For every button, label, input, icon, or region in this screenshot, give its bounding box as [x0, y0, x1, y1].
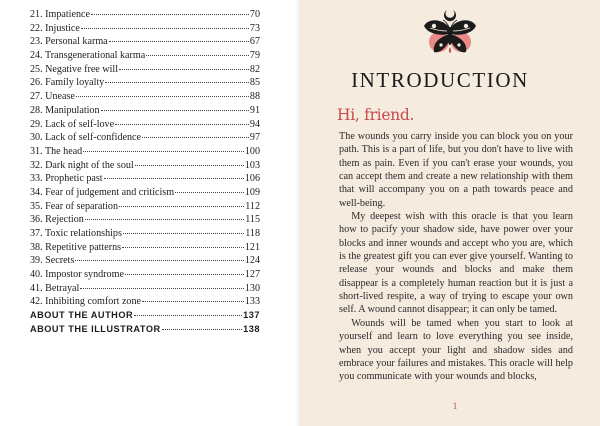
paragraph: The wounds you carry inside you can block you on your path. This is a part of life, but you don't have to live with them as pain. Even if you can't erase your wounds, you can accept them and create a new relationship with them that will accompany you on a path towards peace and well-being.	[339, 131, 573, 209]
toc-entry-page: 109	[244, 186, 260, 198]
toc-entry-title: 41. Betrayal	[30, 282, 80, 294]
toc-entry-page: 121	[244, 241, 260, 253]
dot-leader	[115, 124, 249, 125]
toc-entry-page: 138	[243, 323, 260, 334]
toc-entry-page: 94	[249, 118, 260, 130]
dot-leader	[81, 28, 249, 29]
page-title: INTRODUCTION	[351, 68, 529, 92]
toc-entry	[30, 145, 260, 159]
page-number: 1	[452, 402, 458, 412]
toc-entry-title: 40. Impostor syndrome	[30, 269, 124, 281]
toc-entry-page: 112	[245, 200, 260, 212]
toc-entry-title: 35. Fear of separation	[30, 200, 119, 212]
toc-entry	[30, 172, 260, 186]
dot-leader	[104, 178, 244, 179]
dot-leader	[109, 41, 249, 42]
toc-entry-page: 137	[243, 310, 260, 321]
toc-entry-title: 23. Personal karma	[30, 36, 108, 48]
dot-leader	[134, 315, 242, 316]
toc-back-matter	[30, 309, 260, 336]
dot-leader	[91, 14, 249, 15]
toc-entry-page: 97	[249, 132, 260, 144]
toc-entry-page: 127	[244, 269, 260, 281]
toc-entry-title: 26. Family loyalty	[30, 77, 105, 89]
toc-entry-title: 24. Transgenerational karma	[30, 50, 146, 62]
dot-leader	[175, 192, 244, 193]
toc-entry-page: 73	[249, 22, 260, 34]
toc-entry-page: 133	[244, 296, 260, 308]
toc-entry-page: 85	[249, 77, 260, 89]
toc-entry	[30, 159, 260, 173]
toc-entry	[30, 282, 260, 296]
toc-entry-page: 82	[249, 63, 260, 75]
paragraph: My deepest wish with this oracle is that you learn how to pacify your shadow side, have power over your blocks and inner wounds and accept who you are, which is the greatest gift you can ever give yourself. Wanting to release your wounds and blocks and make them disappear is a completely human reaction but it is just a short-lived respite, a way of trying to escape your own self. A wound cannot disappear; it can only be tamed.	[339, 211, 573, 316]
toc-entry	[30, 295, 260, 309]
dot-leader	[162, 329, 243, 330]
dot-leader	[105, 82, 249, 83]
toc-entry-page: 130	[244, 282, 260, 294]
toc-entry-page: 88	[249, 91, 260, 103]
toc-entry	[30, 104, 260, 118]
toc-entry	[30, 76, 260, 90]
dot-leader	[125, 274, 244, 275]
toc-entry-title: 32. Dark night of the soul	[30, 159, 134, 171]
toc-entry-title: 31. The head	[30, 145, 83, 157]
toc-entry-page: 124	[244, 255, 260, 267]
toc-entry-page: 115	[245, 214, 260, 226]
introduction-body	[339, 130, 573, 384]
toc-entry-title: 21. Impatience	[30, 9, 90, 20]
toc-entry	[30, 186, 260, 200]
dot-leader	[101, 110, 249, 111]
toc-entry	[30, 131, 260, 145]
moth-with-moon-icon	[420, 6, 480, 66]
toc-entry-title: 22. Injustice	[30, 22, 80, 34]
toc-entry-title: 39. Secrets	[30, 255, 75, 267]
toc-entry	[30, 309, 260, 323]
toc-entry	[30, 323, 260, 337]
dot-leader	[119, 206, 244, 207]
toc-entry-title: ABOUT THE AUTHOR	[30, 310, 134, 321]
dot-leader	[76, 96, 249, 97]
toc-entry	[30, 35, 260, 49]
toc-entry	[30, 241, 260, 255]
toc-entry	[30, 22, 260, 36]
dot-leader	[142, 301, 244, 302]
dot-leader	[119, 69, 249, 70]
dot-leader	[75, 260, 244, 261]
toc-entry-page: 91	[249, 104, 260, 116]
toc-entry	[30, 213, 260, 227]
toc-entry	[30, 63, 260, 77]
paragraph: Wounds will be tamed when you start to look at yourself and learn to love everything you see inside, when you accept your light and shadow sides and embrace your failures and mistakes. This oracle will help you communicate with your wounds and blocks,	[339, 317, 573, 383]
toc-entry	[30, 268, 260, 282]
toc-entry-page: 118	[245, 228, 260, 239]
toc-entry-title: 27. Unease	[30, 91, 75, 103]
toc-entry-page: 70	[249, 9, 260, 20]
toc-entry-title: 38. Repetitive patterns	[30, 241, 122, 253]
toc-entry-title: 33. Prophetic past	[30, 173, 103, 185]
toc-entry-title: 30. Lack of self-confidence	[30, 132, 141, 144]
toc-entry	[30, 90, 260, 104]
toc-entries	[30, 8, 260, 309]
toc-entry-page: 79	[249, 50, 260, 62]
toc-entry-page: 100	[244, 145, 260, 157]
dot-leader	[142, 137, 249, 138]
table-of-contents	[30, 8, 260, 337]
dot-leader	[83, 151, 244, 152]
dot-leader	[135, 165, 244, 166]
toc-entry	[30, 118, 260, 132]
toc-entry-page: 103	[244, 159, 260, 171]
toc-entry-title: 34. Fear of judgement and criticism	[30, 186, 175, 198]
toc-entry	[30, 49, 260, 63]
toc-entry	[30, 254, 260, 268]
toc-entry-title: ABOUT THE ILLUSTRATOR	[30, 323, 161, 334]
toc-entry-page: 67	[249, 36, 260, 48]
toc-entry-title: 25. Negative free will	[30, 63, 119, 75]
dot-leader	[80, 288, 244, 289]
toc-entry	[30, 227, 260, 241]
toc-entry-title: 37. Toxic relationships	[30, 228, 122, 239]
greeting: Hi, friend.	[337, 106, 415, 124]
dot-leader	[122, 247, 244, 248]
toc-entry-title: 36. Rejection	[30, 214, 84, 226]
toc-entry	[30, 200, 260, 214]
toc-entry-title: 28. Manipulation	[30, 104, 100, 116]
dot-leader	[146, 55, 249, 56]
dot-leader	[123, 233, 244, 234]
toc-entry-title: 29. Lack of self-love	[30, 118, 115, 130]
toc-entry-title: 42. Inhibiting comfort zone	[30, 296, 142, 308]
toc-entry-page: 106	[244, 173, 260, 185]
dot-leader	[85, 219, 244, 220]
toc-entry	[30, 8, 260, 22]
